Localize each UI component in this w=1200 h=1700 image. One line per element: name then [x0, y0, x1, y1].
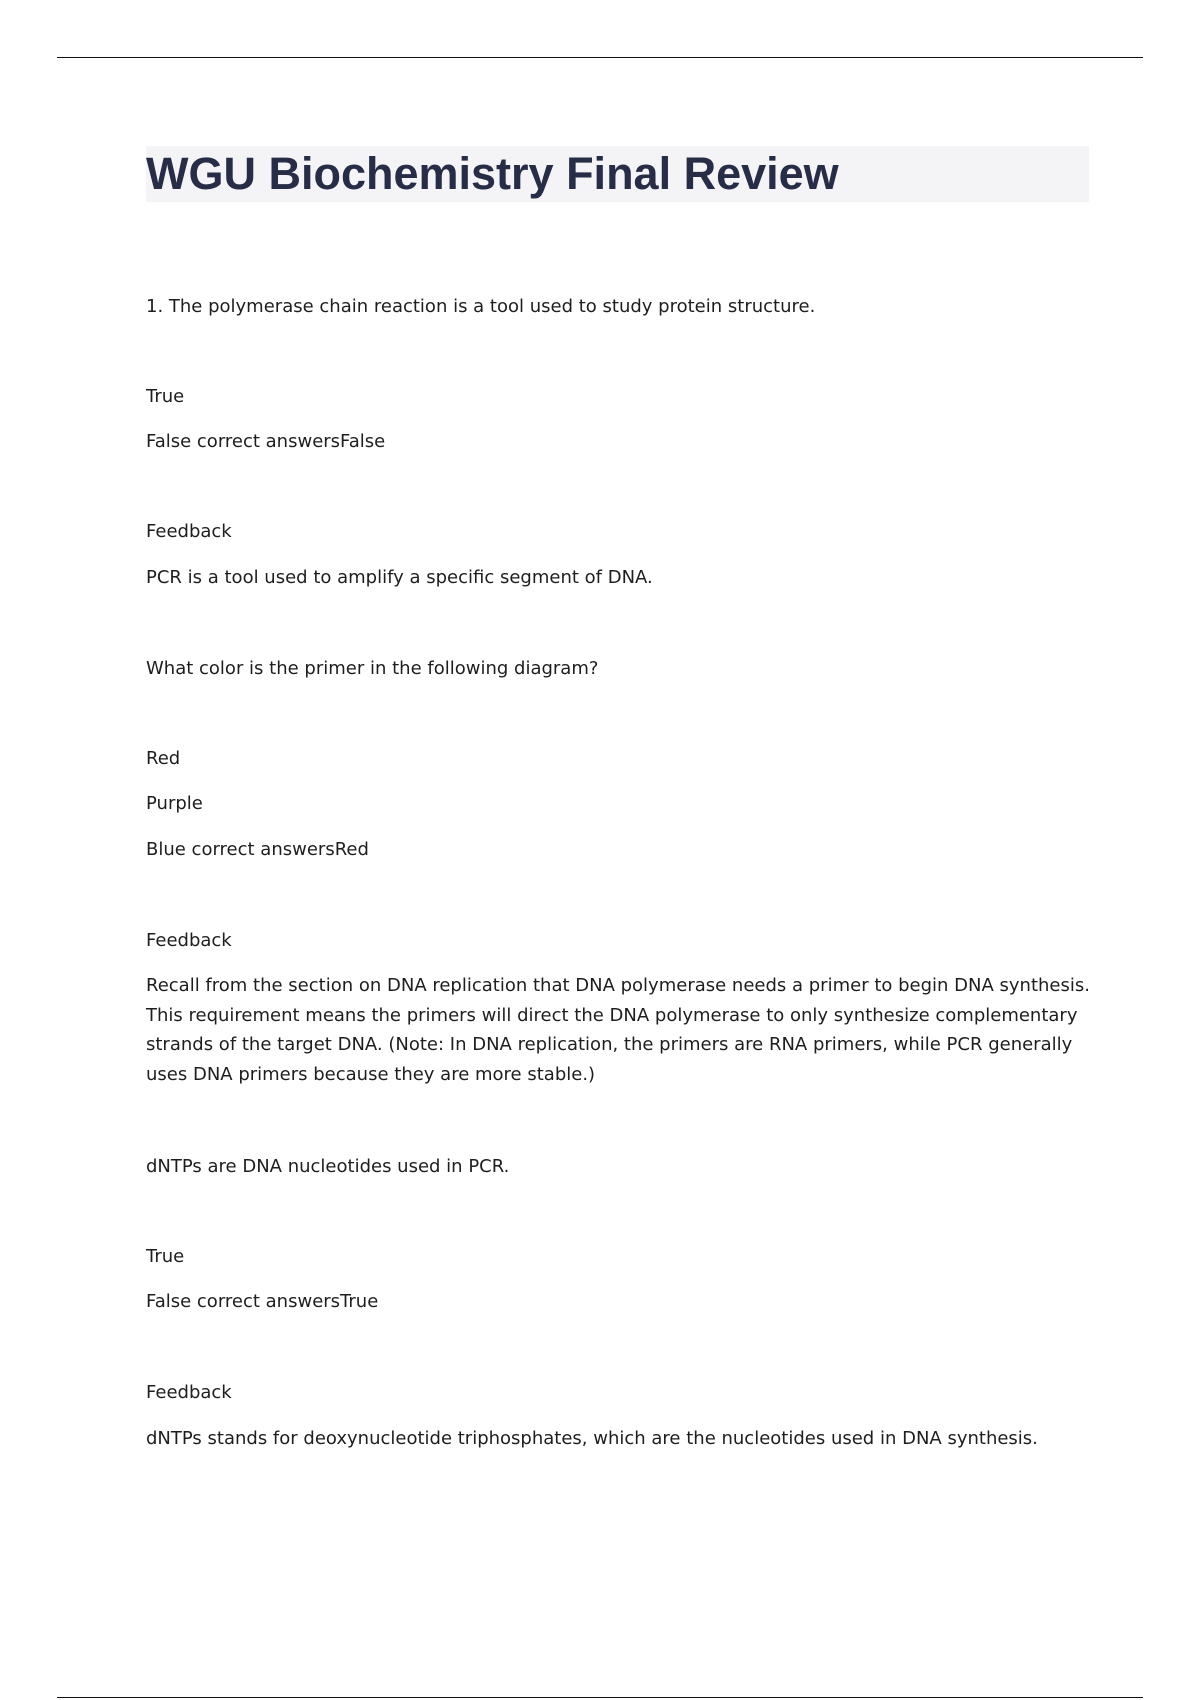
question-2-option-blue-answer: Blue correct answersRed — [146, 839, 369, 860]
question-2-option-purple: Purple — [146, 793, 203, 814]
footer-rule — [57, 1697, 1143, 1698]
question-1-feedback-text: PCR is a tool used to amplify a specific segment of DNA. — [146, 567, 653, 588]
question-3-option-true: True — [146, 1246, 185, 1267]
question-3-feedback-text: dNTPs stands for deoxynucleotide triphosphates, which are the nucleotides used in DNA synthesis. — [146, 1428, 1038, 1449]
question-1-feedback-label: Feedback — [146, 521, 232, 542]
question-2-text: What color is the primer in the following diagram? — [146, 658, 599, 679]
question-1-option-false-answer: False correct answersFalse — [146, 431, 386, 452]
question-1-option-true: True — [146, 386, 185, 407]
question-3-option-false-answer: False correct answersTrue — [146, 1291, 379, 1312]
question-2-option-red: Red — [146, 748, 181, 769]
document-title: WGU Biochemistry Final Review — [146, 148, 839, 199]
question-2-feedback-text: Recall from the section on DNA replication that DNA polymerase needs a primer to begin DNA synthesis. This requirement means the primers will direct the DNA polymerase to only synthesize complementary strands of the target DNA. (Note: In DNA replication, the primers are RNA primers, while PCR generally uses DNA primers because they are more stable.) — [146, 975, 1090, 1085]
question-1-text: 1. The polymerase chain reaction is a tool used to study protein structure. — [146, 296, 816, 317]
question-3-feedback-label: Feedback — [146, 1382, 232, 1403]
header-rule — [57, 57, 1143, 58]
question-2-feedback-label: Feedback — [146, 930, 232, 951]
question-3-text: dNTPs are DNA nucleotides used in PCR. — [146, 1156, 510, 1177]
